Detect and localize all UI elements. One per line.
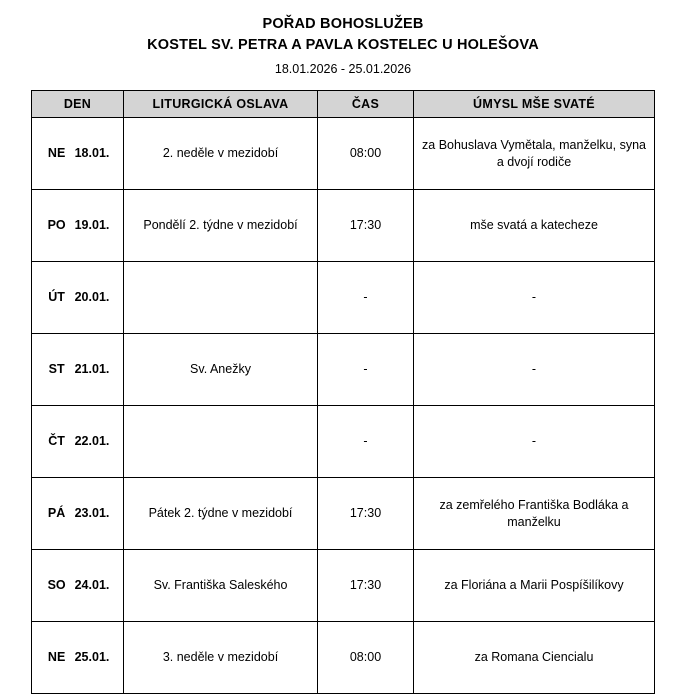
day-of-week: NE xyxy=(47,146,66,161)
table-row xyxy=(32,118,655,190)
cell-celebration: Sv. Františka Saleského xyxy=(124,550,318,622)
cell-intention: za zemřelého Františka Bodláka a manželku xyxy=(414,478,655,550)
table-header-row xyxy=(32,91,655,118)
cell-time: 17:30 xyxy=(318,190,414,262)
cell-time: 08:00 xyxy=(318,118,414,190)
cell-day xyxy=(32,622,124,694)
page-title-line1: POŘAD BOHOSLUŽEB xyxy=(262,16,424,32)
day-date: 21.01. xyxy=(74,362,110,377)
cell-intention: - xyxy=(414,334,655,406)
cell-celebration xyxy=(124,406,318,478)
column-header-intention: ÚMYSL MŠE SVATÉ xyxy=(414,91,655,118)
day-date: 23.01. xyxy=(74,506,110,521)
day-of-week: ČT xyxy=(48,434,65,449)
table-body xyxy=(32,118,655,694)
cell-intention: - xyxy=(414,406,655,478)
day-date: 24.01. xyxy=(74,578,110,593)
cell-day xyxy=(32,118,124,190)
cell-day xyxy=(32,478,124,550)
table-row xyxy=(32,622,655,694)
cell-celebration: Sv. Anežky xyxy=(124,334,318,406)
cell-day xyxy=(32,190,124,262)
column-header-day: DEN xyxy=(32,91,124,118)
cell-celebration: Pátek 2. týdne v mezidobí xyxy=(124,478,318,550)
cell-day xyxy=(32,550,124,622)
table-row xyxy=(32,550,655,622)
page-title-line2: KOSTEL SV. PETRA A PAVLA KOSTELEC U HOLEŠOVA xyxy=(147,37,539,54)
cell-intention: za Bohuslava Vymětala, manželku, syna a dvojí rodiče xyxy=(414,118,655,190)
date-range: 18.01.2026 - 25.01.2026 xyxy=(274,62,412,77)
cell-celebration: Pondělí 2. týdne v mezidobí xyxy=(124,190,318,262)
day-of-week: ST xyxy=(48,362,65,377)
day-date: 22.01. xyxy=(74,434,110,449)
column-header-time: ČAS xyxy=(318,91,414,118)
cell-day xyxy=(32,334,124,406)
table-row xyxy=(32,190,655,262)
day-of-week: SO xyxy=(47,578,66,593)
cell-celebration: 3. neděle v mezidobí xyxy=(124,622,318,694)
cell-time: 17:30 xyxy=(318,550,414,622)
day-date: 25.01. xyxy=(74,650,110,665)
day-date: 19.01. xyxy=(74,218,110,233)
cell-intention: mše svatá a katecheze xyxy=(414,190,655,262)
document-header xyxy=(0,0,686,77)
cell-day xyxy=(32,406,124,478)
table-row xyxy=(32,262,655,334)
cell-celebration xyxy=(124,262,318,334)
day-date: 18.01. xyxy=(74,146,110,161)
day-date: 20.01. xyxy=(74,290,110,305)
table-row xyxy=(32,478,655,550)
cell-celebration: 2. neděle v mezidobí xyxy=(124,118,318,190)
table-head xyxy=(32,91,655,118)
day-of-week: NE xyxy=(47,650,66,665)
day-of-week: ÚT xyxy=(48,290,65,305)
cell-time: - xyxy=(318,262,414,334)
cell-time: - xyxy=(318,334,414,406)
cell-intention: - xyxy=(414,262,655,334)
cell-intention: za Romana Ciencialu xyxy=(414,622,655,694)
day-of-week: PÁ xyxy=(47,506,66,521)
table-row xyxy=(32,334,655,406)
table-row xyxy=(32,406,655,478)
day-of-week: PO xyxy=(47,218,66,233)
cell-day xyxy=(32,262,124,334)
column-header-celebration: LITURGICKÁ OSLAVA xyxy=(124,91,318,118)
cell-intention: za Floriána a Marii Pospíšilíkovy xyxy=(414,550,655,622)
cell-time: 08:00 xyxy=(318,622,414,694)
cell-time: - xyxy=(318,406,414,478)
cell-time: 17:30 xyxy=(318,478,414,550)
mass-schedule-table xyxy=(31,90,655,694)
